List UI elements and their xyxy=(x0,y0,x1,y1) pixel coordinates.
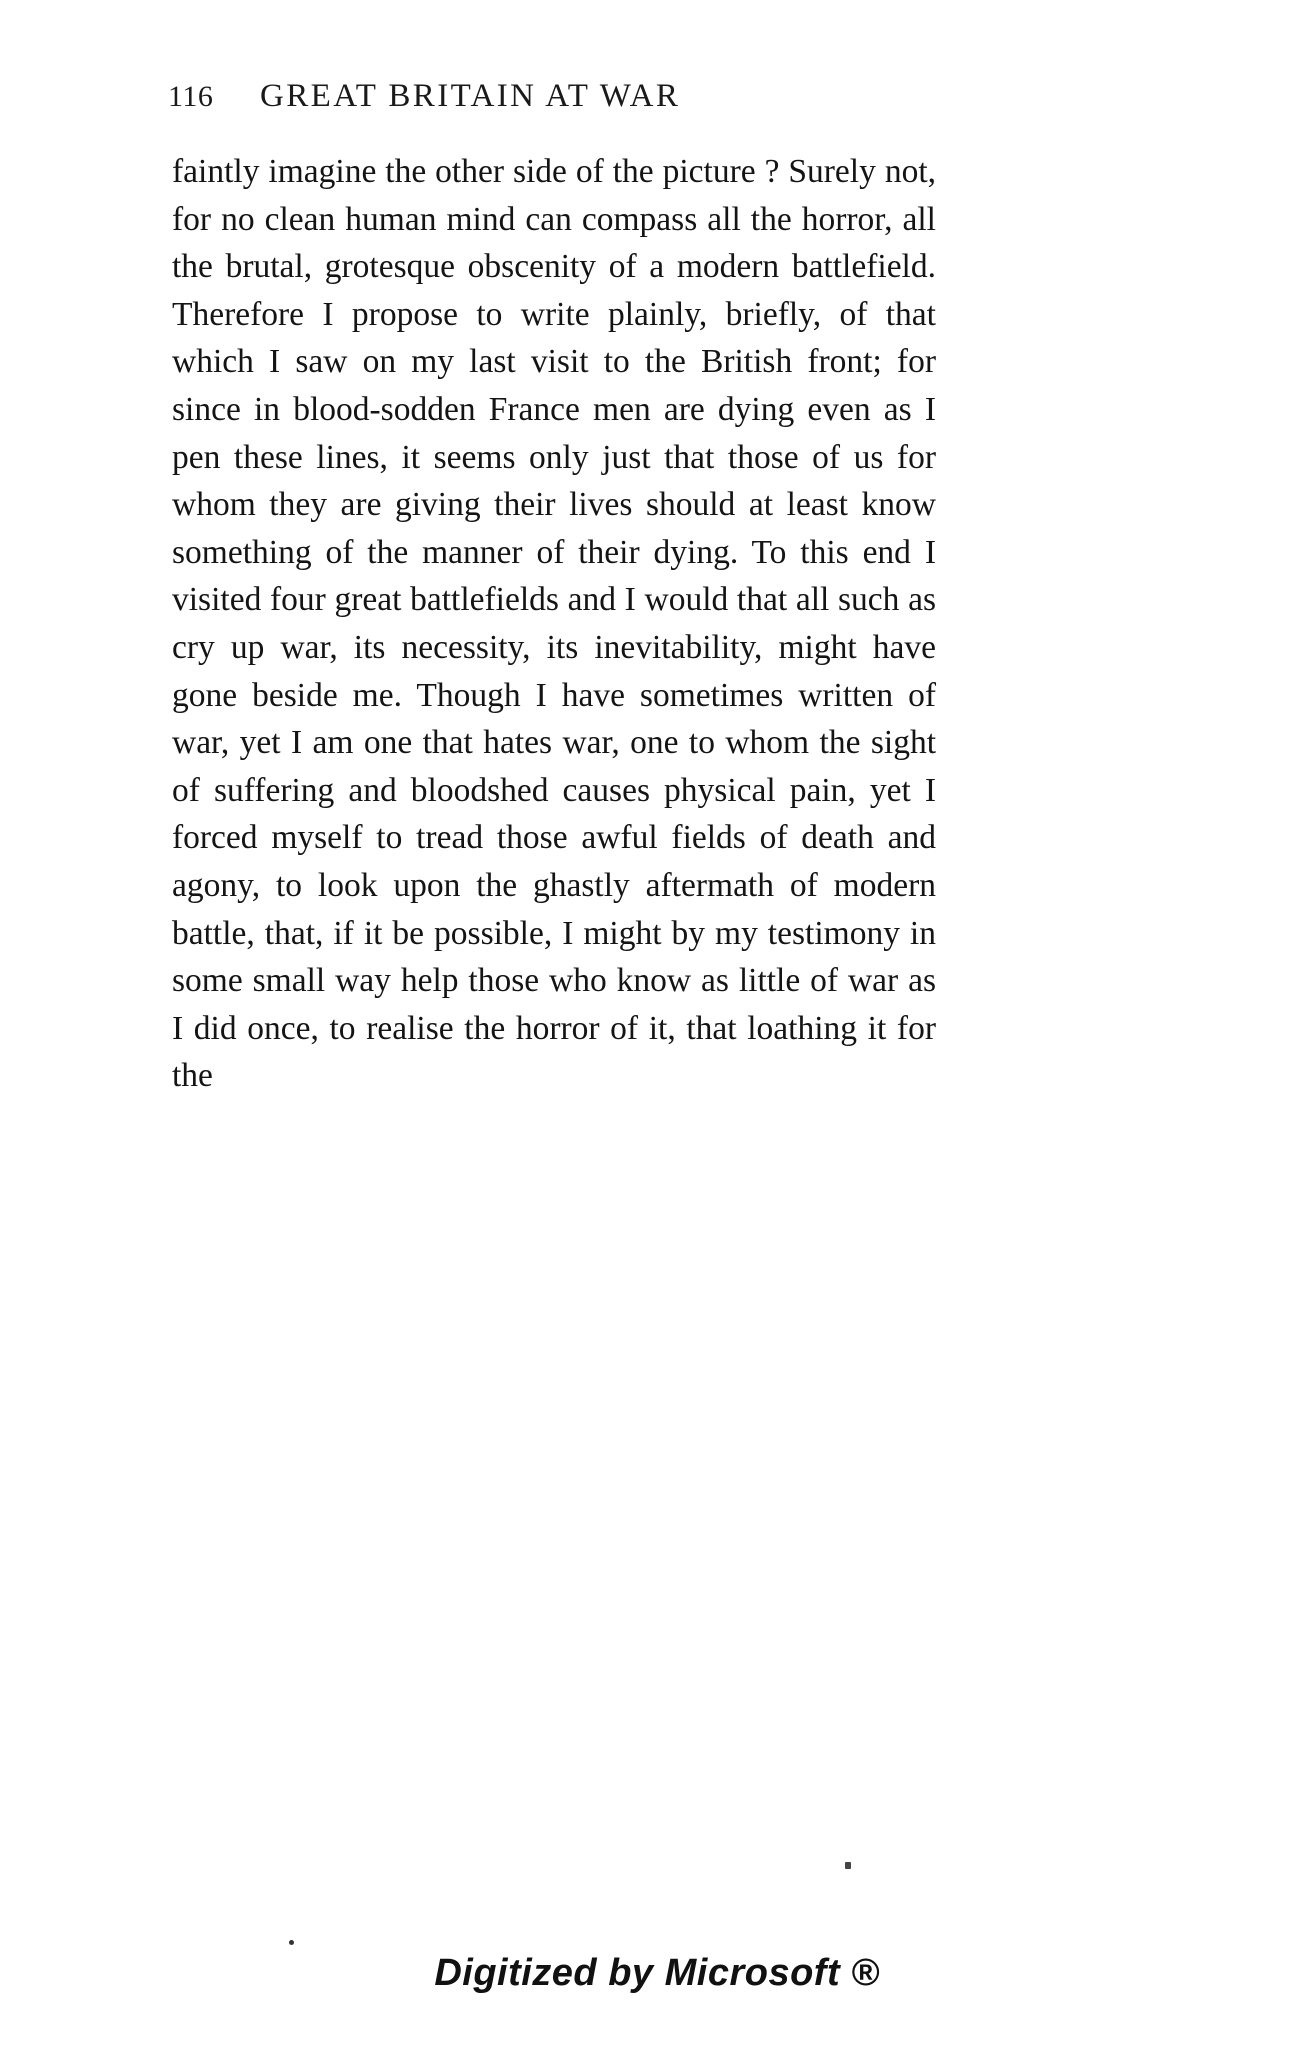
running-head: GREAT BRITAIN AT WAR xyxy=(260,78,681,114)
page-number: 116 xyxy=(168,80,214,113)
page-header xyxy=(168,78,1148,115)
body-text xyxy=(172,148,936,1100)
page-footer xyxy=(0,1952,1314,1995)
digitized-by-notice: Digitized by Microsoft ® xyxy=(434,1952,880,1994)
stray-ink-dot xyxy=(289,1940,294,1945)
stray-ink-mark xyxy=(845,1862,851,1869)
paragraph: faintly imagine the other side of the picture ? Surely not, for no clean human mind can compass all the horror, all the brutal, grotesque obscenity of a modern battlefield. Therefore I propose to write plainly, briefly, of that which I saw on my last visit to the British front; for since in blood-sodden France men are dying even as I pen these lines, it seems only just that those of us for whom they are giving their lives should at least know something of the manner of their dying. To this end I visited four great battlefields and I would that all such as cry up war, its necessity, its inevitability, might have gone beside me. Though I have sometimes written of war, yet I am one that hates war, one to whom the sight of suffering and bloodshed causes physical pain, yet I forced myself to tread those awful fields of death and agony, to look upon the ghastly aftermath of modern battle, that, if it be possible, I might by my testimony in some small way help those who know as little of war as I did once, to realise the horror of it, that loathing it for the xyxy=(172,153,936,1095)
